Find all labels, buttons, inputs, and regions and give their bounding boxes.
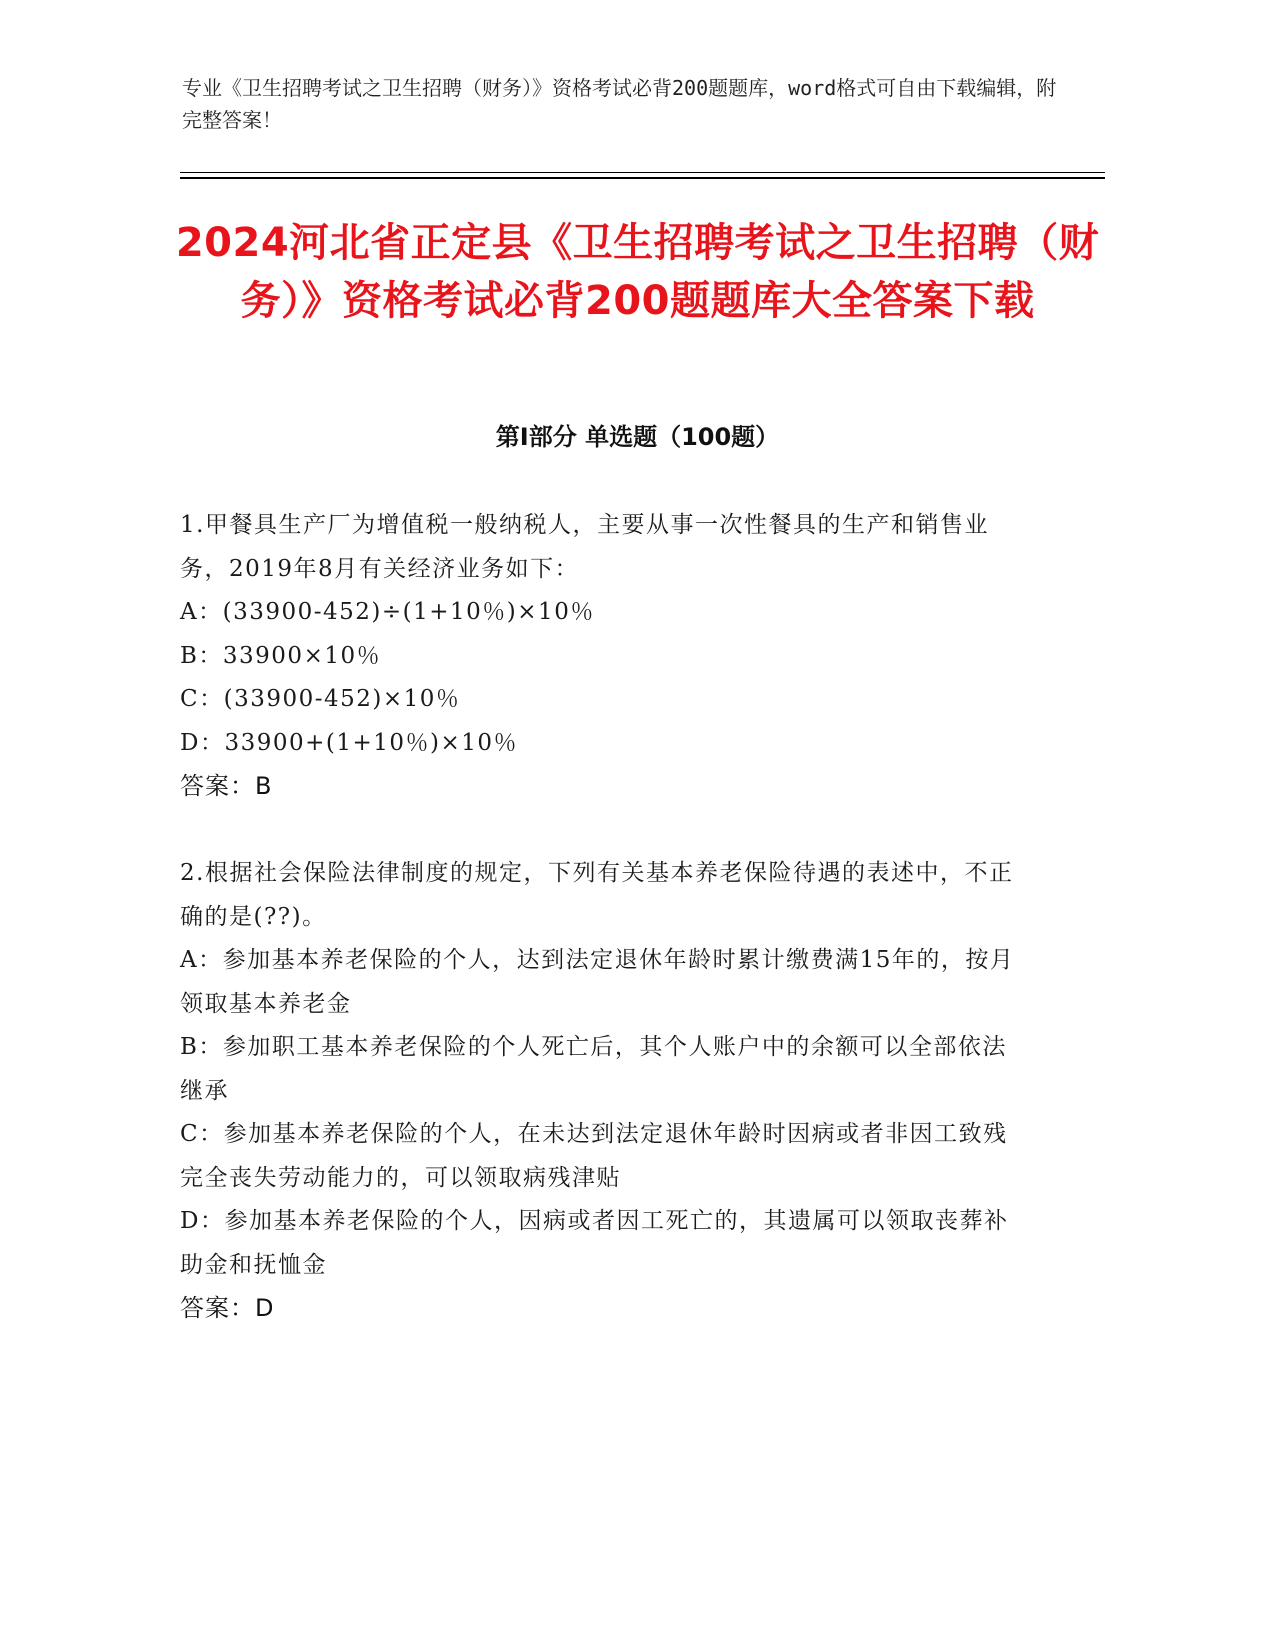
question-item — [180, 504, 1030, 809]
option-a: A：参加基本养老保险的个人，达到法定退休年龄时累计缴费满15年的，按月领取基本养老金 — [180, 947, 1015, 1017]
question-item — [180, 852, 1030, 1331]
option-d: D：参加基本养老保险的个人，因病或者因工死亡的，其遗属可以领取丧葬补助金和抚恤金 — [180, 1208, 1009, 1278]
document-title: 2024河北省正定县《卫生招聘考试之卫生招聘（财务）》资格考试必背200题题库大全答案下载 — [175, 220, 1100, 324]
header-note: 专业《卫生招聘考试之卫生招聘（财务）》资格考试必背200题题库，word格式可自由下载编辑，附完整答案！ — [182, 76, 1057, 132]
answer-text: 答案：B — [180, 772, 273, 800]
option-d: D：33900+(1+10％)×10％ — [180, 729, 519, 756]
question-stem: 2.根据社会保险法律制度的规定，下列有关基本养老保险待遇的表述中，不正确的是(??)。 — [180, 860, 1014, 930]
answer-text: 答案：D — [180, 1294, 275, 1322]
header-divider-thick — [180, 177, 1105, 179]
option-b: B：33900×10％ — [180, 642, 382, 669]
option-b: B：参加职工基本养老保险的个人死亡后，其个人账户中的余额可以全部依法继承 — [180, 1034, 1007, 1104]
section-title: 第Ⅰ部分 单选题（100题） — [495, 423, 780, 451]
option-c: C：(33900-452)×10％ — [180, 686, 461, 712]
option-a: A：(33900-452)÷(1+10％)×10％ — [180, 599, 595, 625]
option-c: C：参加基本养老保险的个人，在未达到法定退休年龄时因病或者非因工致残完全丧失劳动能力的，可以领取病残津贴 — [180, 1121, 1008, 1191]
header-divider-thin — [180, 172, 1105, 173]
question-stem: 1.甲餐具生产厂为增值税一般纳税人，主要从事一次性餐具的生产和销售业务，2019年8月有关经济业务如下： — [180, 512, 989, 582]
